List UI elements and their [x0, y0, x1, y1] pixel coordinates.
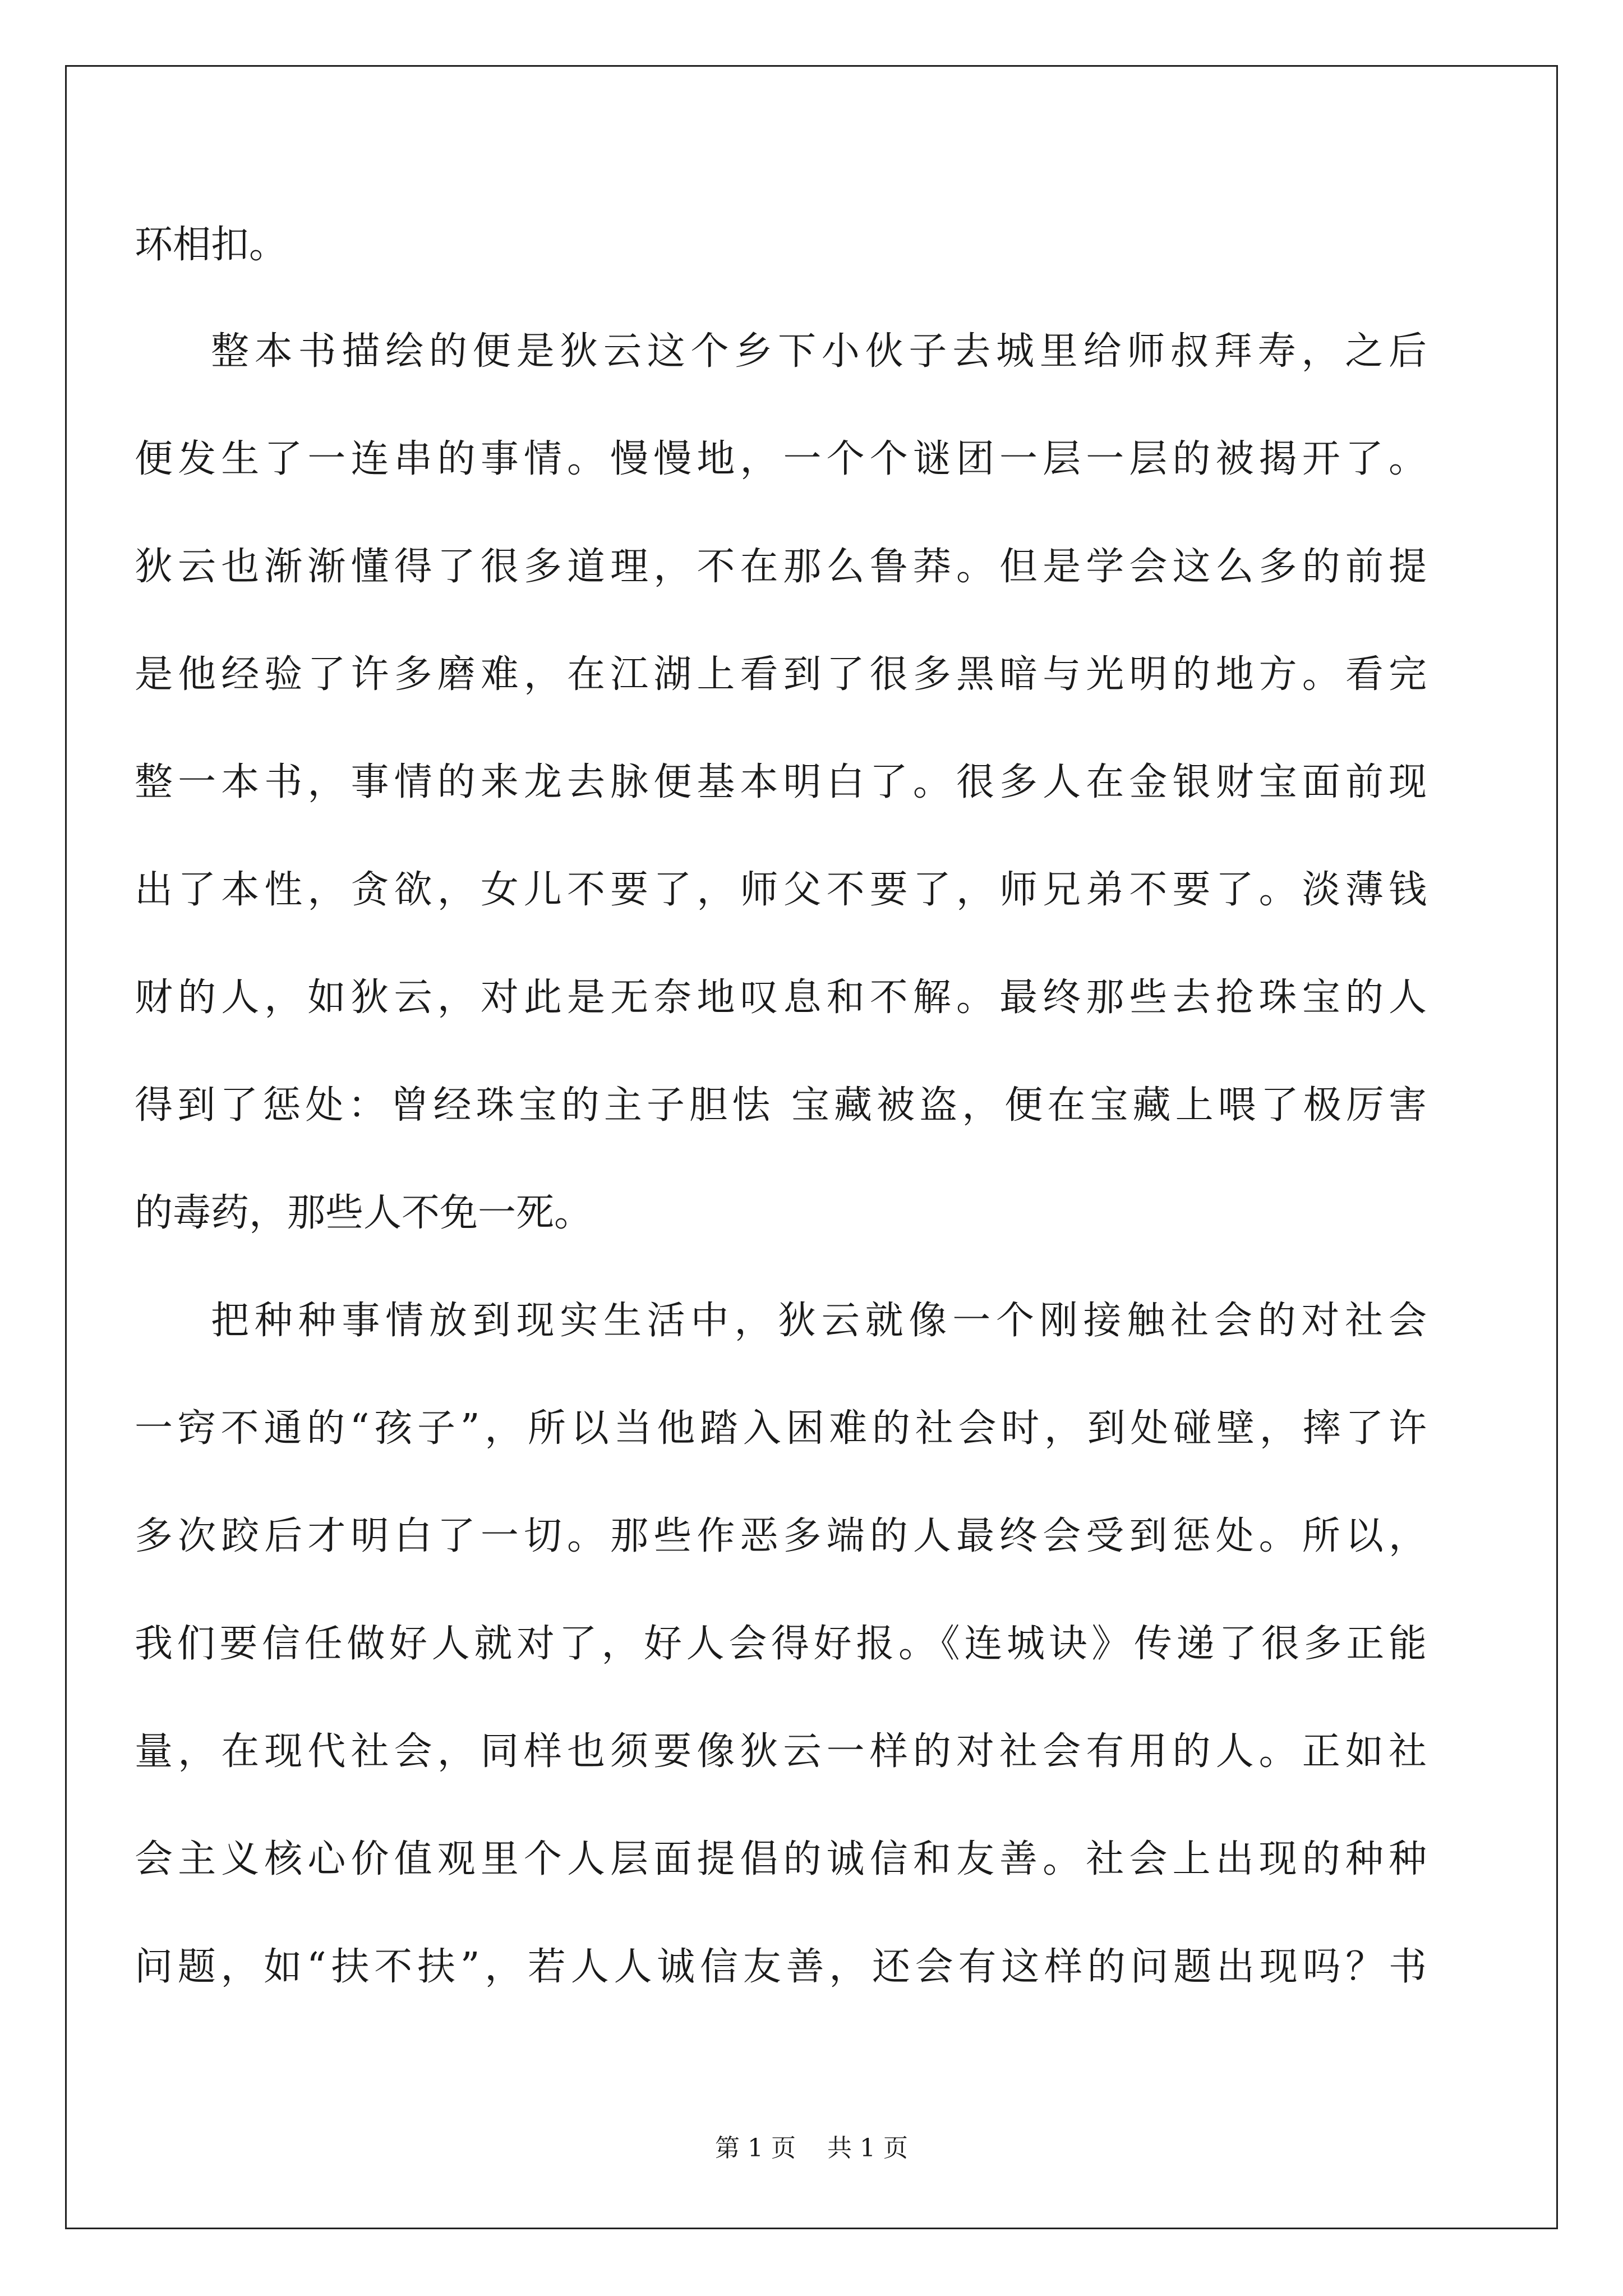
text-line: 整一本书，事情的来龙去脉便基本明白了。很多人在金银财宝面前现: [135, 760, 1427, 804]
text-line: 狄云也渐渐懂得了很多道理，不在那么鲁莽。但是学会这么多的前提: [135, 545, 1427, 589]
text-line: 出了本性，贪欲，女儿不要了，师父不要了，师兄弟不要了。淡薄钱: [135, 868, 1427, 912]
text-line: 问题，如“扶不扶”，若人人诚信友善，还会有这样的问题出现吗？书: [135, 1945, 1427, 1989]
page-border: [65, 65, 1558, 2229]
text-line: 财的人，如狄云，对此是无奈地叹息和不解。最终那些去抢珠宝的人: [135, 976, 1427, 1020]
text-line: 量，在现代社会，同样也须要像狄云一样的对社会有用的人。正如社: [135, 1729, 1427, 1774]
page-footer: [0, 2132, 1623, 2165]
text-line: 一窍不通的“孩子”，所以当他踏入困难的社会时，到处碰壁，摔了许: [135, 1406, 1427, 1451]
text-line: 得到了惩处：曾经珠宝的主子胆怯 宝藏被盗，便在宝藏上喂了极厉害: [135, 1083, 1427, 1128]
text-line: 会主义核心价值观里个人层面提倡的诚信和友善。社会上出现的种种: [135, 1837, 1427, 1881]
text-line: 多次跤后才明白了一切。那些作恶多端的人最终会受到惩处。所以，: [135, 1514, 1427, 1558]
page-total: 共 1 页: [827, 2134, 908, 2162]
text-line: 我们要信任做好人就对了，好人会得好报。《连城诀》传递了很多正能: [135, 1622, 1427, 1666]
text-line: 是他经验了许多磨难，在江湖上看到了很多黑暗与光明的地方。看完: [135, 652, 1427, 697]
text-line: 整本书描绘的便是狄云这个乡下小伙子去城里给师叔拜寿，之后: [211, 329, 1427, 374]
page-number: 第 1 页: [715, 2134, 796, 2162]
text-line: 环相扣。: [135, 223, 288, 267]
text-line: 把种种事情放到现实生活中，狄云就像一个刚接触社会的对社会: [211, 1299, 1427, 1343]
text-line: 的毒药，那些人不免一死。: [135, 1191, 593, 1235]
text-line: 便发生了一连串的事情。慢慢地，一个个谜团一层一层的被揭开了。: [135, 437, 1427, 481]
